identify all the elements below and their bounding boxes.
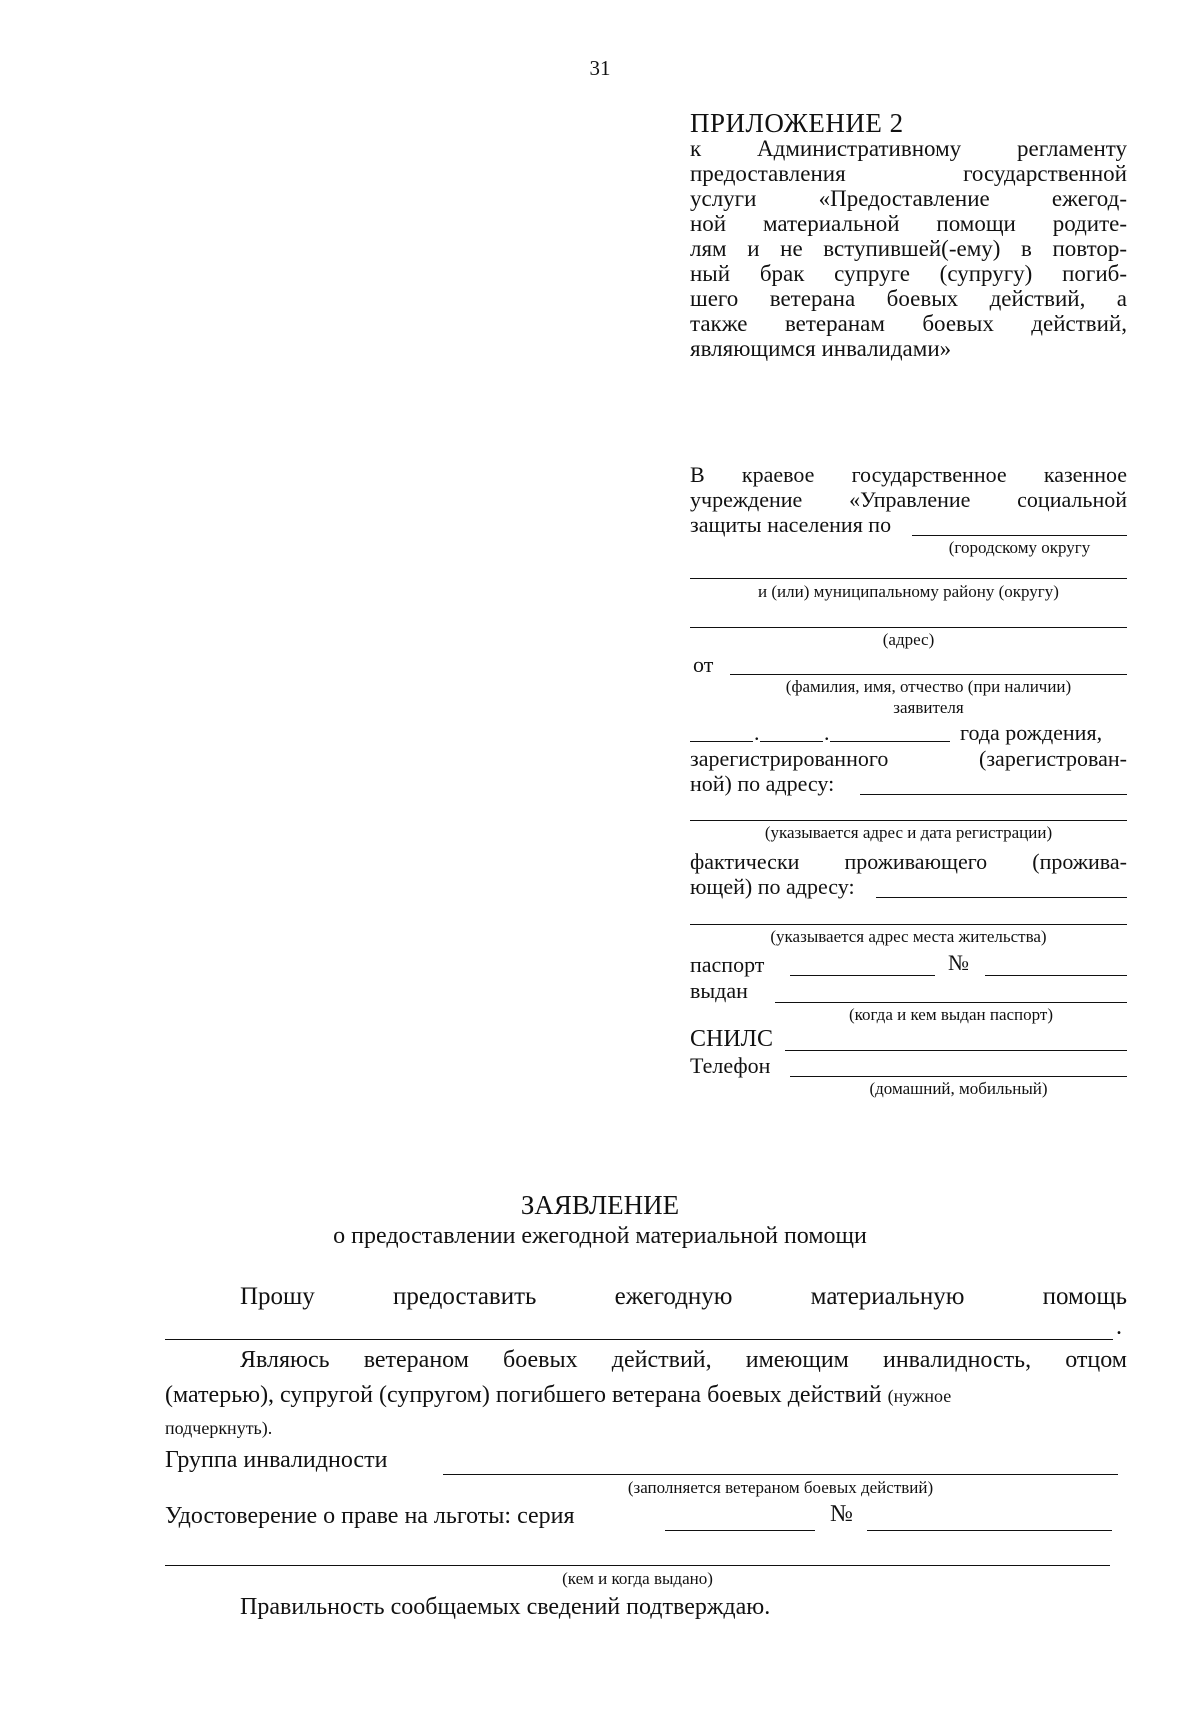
certificate-number-field[interactable] [867, 1530, 1112, 1531]
appendix-line: лям и не вступившей(-ему) в повтор- [690, 236, 1127, 261]
addressee-line: защиты населения по [690, 512, 892, 537]
blank-line-registered[interactable] [860, 794, 1127, 795]
caption-address: (адрес) [882, 630, 935, 649]
caption-residence: (указывается адрес места жительства) [770, 927, 1047, 946]
blank-line-address[interactable] [690, 627, 1127, 628]
snils-label: СНИЛС [690, 1026, 773, 1052]
request-word: материальную [810, 1283, 965, 1310]
appendix-line: к Административному регламенту [690, 136, 1127, 161]
actual-line: фактически проживающего (прожива- [690, 849, 1127, 874]
request-end: . [1116, 1314, 1122, 1340]
caption-disability: (заполняется ветераном боевых действий) [627, 1478, 934, 1497]
passport-number-sign: № [948, 950, 969, 975]
phone-field[interactable] [790, 1076, 1127, 1077]
passport-series-field[interactable] [790, 975, 935, 976]
phone-label: Телефон [690, 1053, 771, 1078]
appendix-line: услуги «Предоставление ежегод- [690, 186, 1127, 211]
addressee-line: В краевое государственное казенное [690, 462, 1127, 487]
appendix-line: ный брак супруге (супругу) погиб- [690, 261, 1127, 286]
passport-label: паспорт [690, 952, 765, 977]
appendix-line: предоставления государственной [690, 161, 1127, 186]
registered-line: ной) по адресу: [690, 771, 835, 796]
appendix-line: также ветеранам боевых действий, [690, 311, 1127, 336]
disability-label: Группа инвалидности [165, 1447, 388, 1473]
blank-line-residence[interactable] [876, 897, 1127, 898]
statement-title: ЗАЯВЛЕНИЕ [520, 1190, 680, 1220]
paragraph-text: (матерью), супругой (супругом) погибшего ветерана боевых действий [165, 1382, 882, 1408]
from-label: от [693, 652, 714, 677]
passport-number-field[interactable] [985, 975, 1127, 976]
certificate-issued-field[interactable] [165, 1565, 1110, 1566]
certificate-number-sign: № [830, 1501, 853, 1527]
birth-month-field[interactable] [760, 741, 823, 742]
blank-line-district[interactable] [690, 578, 1127, 579]
caption-registration: (указывается адрес и дата регистрации) [764, 823, 1053, 842]
birth-year-field[interactable] [830, 741, 950, 742]
request-word: ежегодную [614, 1283, 733, 1310]
addressee-line: учреждение «Управление социальной [690, 487, 1127, 512]
birth-day-field[interactable] [690, 741, 753, 742]
birth-label: года рождения, [960, 720, 1103, 745]
certificate-series-field[interactable] [665, 1530, 815, 1531]
passport-issued-field[interactable] [775, 1002, 1127, 1003]
caption-fio: (фамилия, имя, отчество (при наличии) [785, 677, 1072, 696]
appendix-title: ПРИЛОЖЕНИЕ 2 [690, 108, 904, 138]
paragraph-note: (нужное [887, 1386, 952, 1406]
disability-group-field[interactable] [443, 1474, 1118, 1475]
caption-district: и (или) муниципальному району (округу) [758, 582, 1059, 601]
caption-certificate: (кем и когда выдано) [562, 1569, 713, 1588]
statement-subtitle: о предоставлении ежегодной материальной помощи [333, 1223, 867, 1249]
caption-phone: (домашний, мобильный) [869, 1079, 1048, 1098]
paragraph-note: подчеркнуть). [165, 1418, 273, 1438]
request-word: Прошу [240, 1283, 315, 1310]
paragraph-line [165, 1382, 951, 1409]
blank-line-residence-2[interactable] [690, 924, 1127, 925]
page-number: 31 [589, 56, 611, 80]
caption-applicant: заявителя [893, 698, 964, 717]
request-word: предоставить [393, 1283, 537, 1310]
request-line [240, 1283, 1127, 1311]
caption-issued: (когда и кем выдан паспорт) [848, 1005, 1053, 1024]
blank-line-fio[interactable] [730, 674, 1127, 675]
certificate-label: Удостоверение о праве на льготы: серия [165, 1503, 575, 1529]
actual-line: ющей) по адресу: [690, 874, 855, 899]
request-word: помощь [1042, 1283, 1127, 1310]
blank-line-city[interactable] [912, 535, 1127, 536]
blank-line-registered-2[interactable] [690, 820, 1127, 821]
caption-city: (городскому округу [948, 538, 1091, 557]
appendix-line: шего ветерана боевых действий, а [690, 286, 1127, 311]
issued-label: выдан [690, 978, 748, 1003]
confirmation-text: Правильность сообщаемых сведений подтверждаю. [240, 1594, 771, 1620]
registered-line: зарегистрированного (зарегистрован- [690, 746, 1127, 771]
snils-field[interactable] [785, 1050, 1127, 1051]
paragraph-line: Являюсь ветераном боевых действий, имеющим инвалидность, отцом [240, 1347, 1127, 1373]
request-blank-line[interactable] [165, 1339, 1113, 1340]
appendix-line: ной материальной помощи родите- [690, 211, 1127, 236]
appendix-line: являющимся инвалидами» [690, 336, 952, 361]
